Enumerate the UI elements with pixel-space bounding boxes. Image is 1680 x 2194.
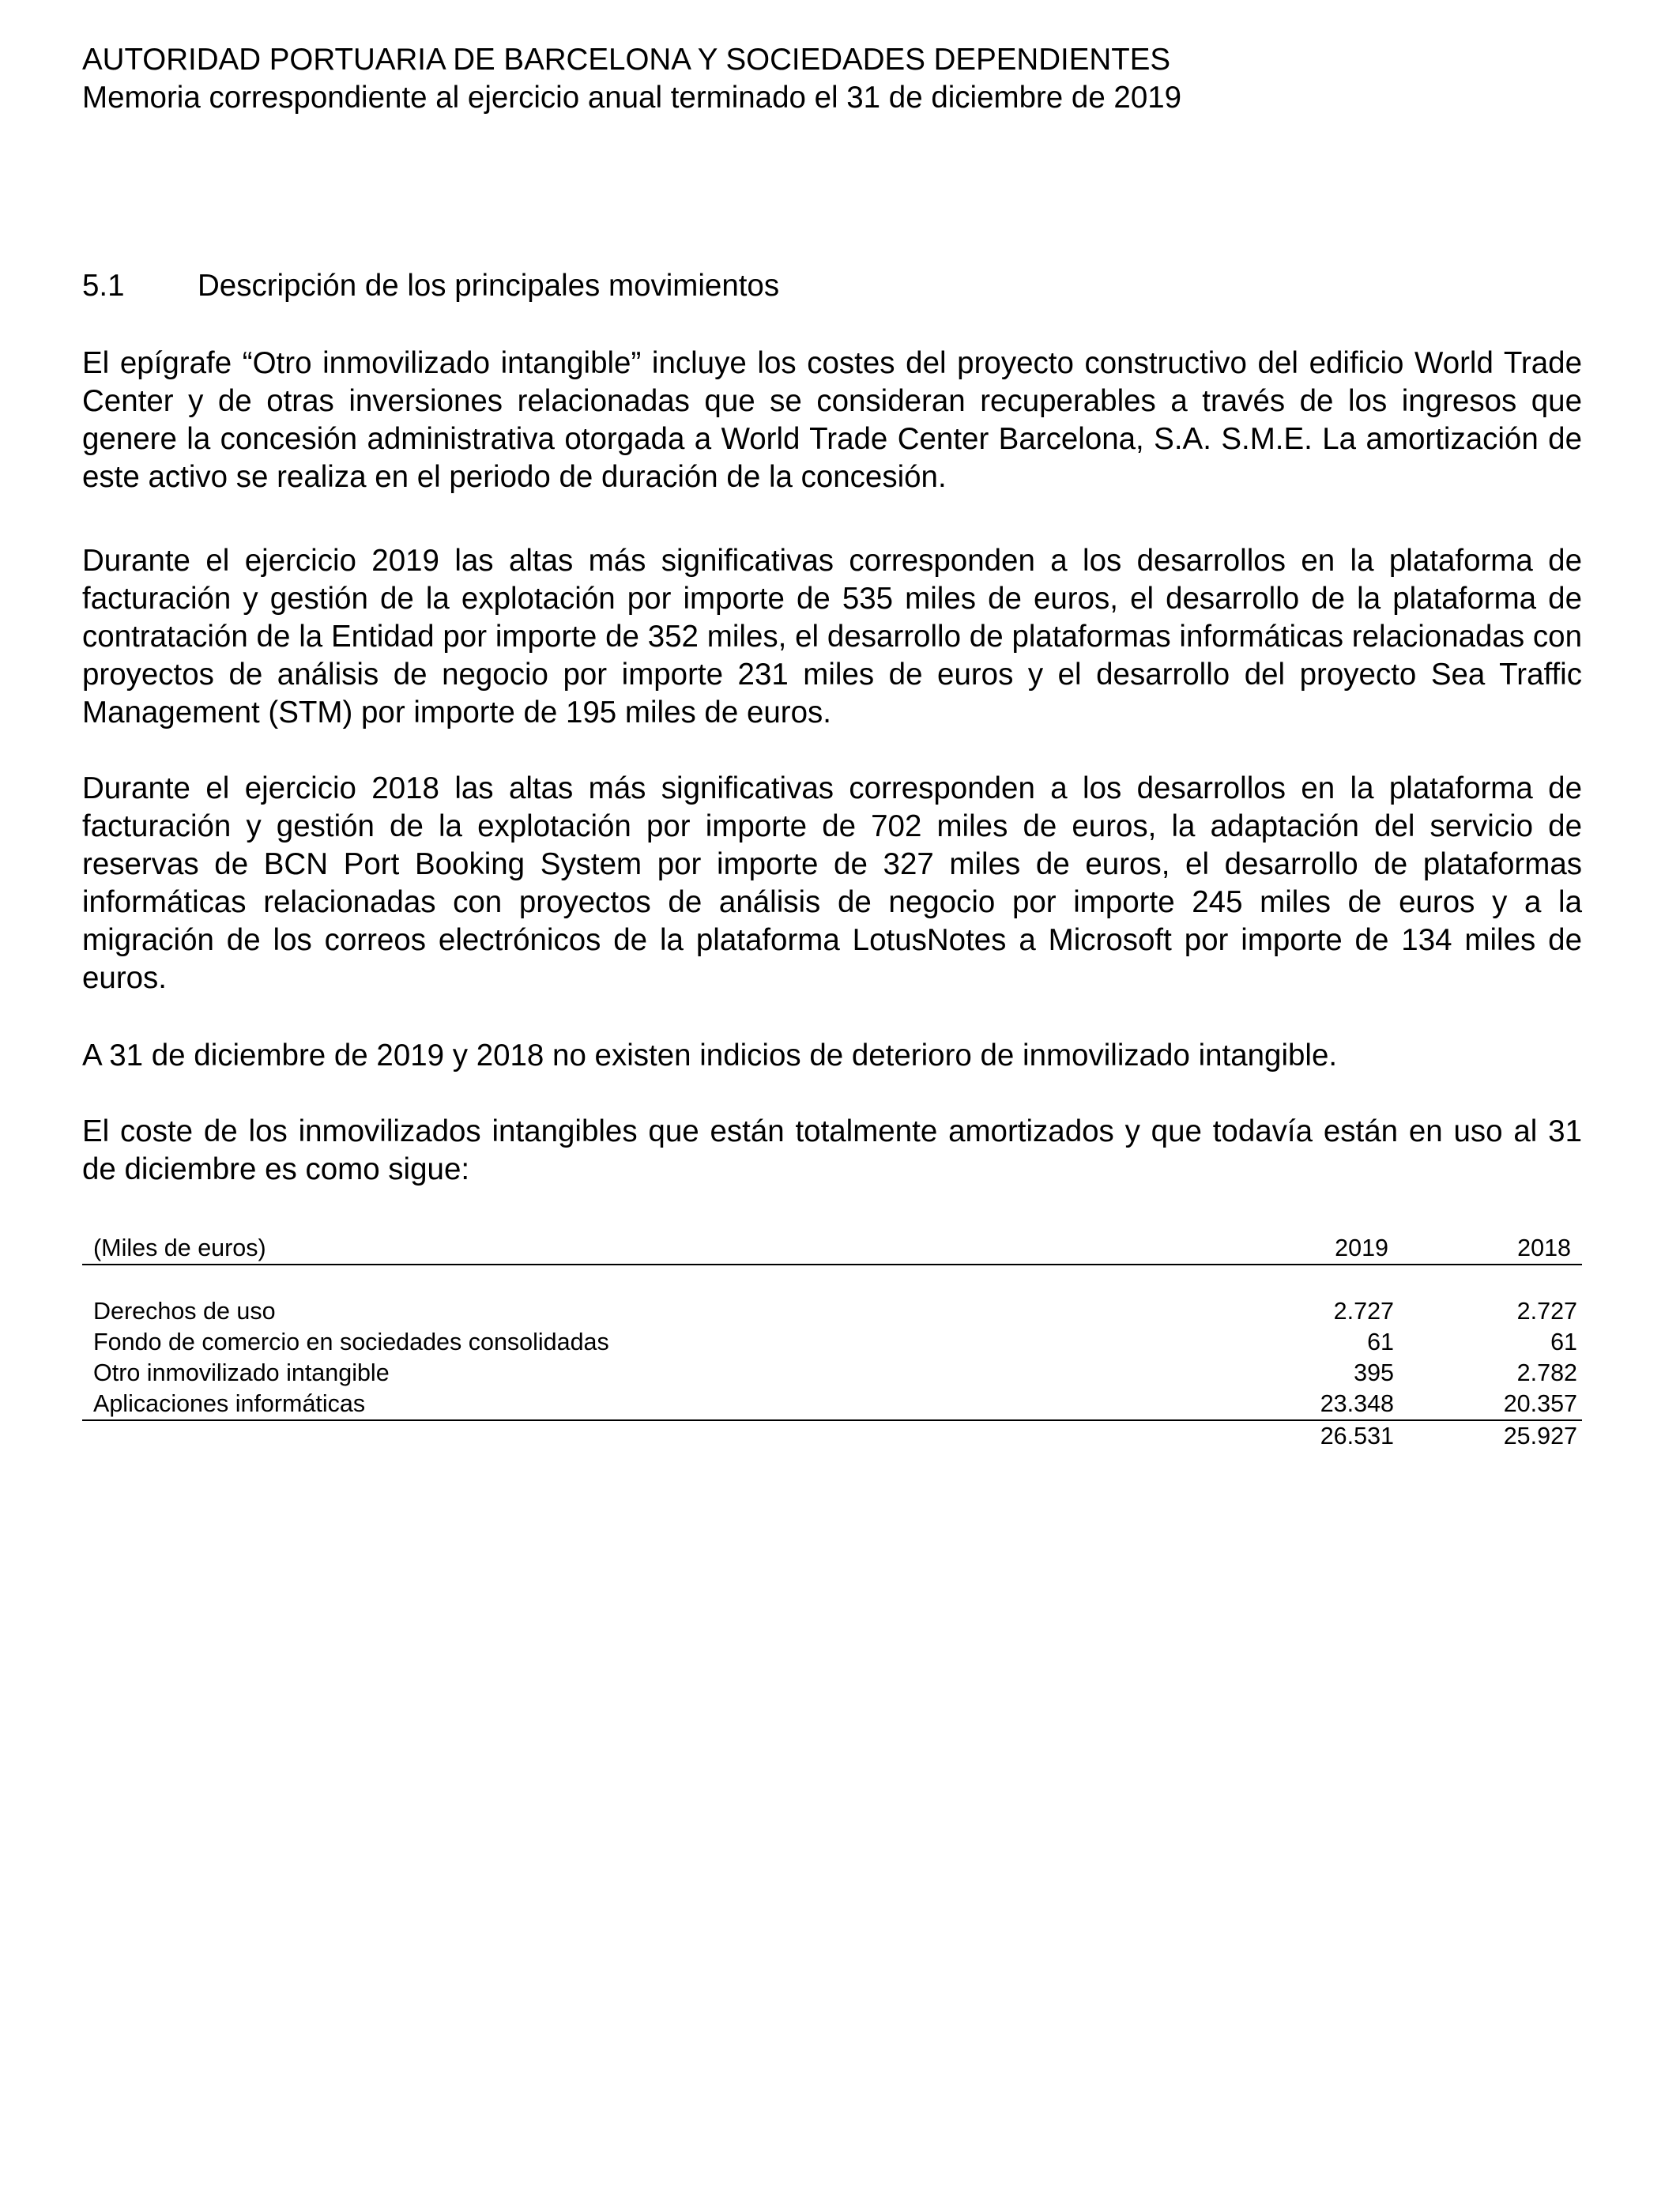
table-row: [82, 1389, 1582, 1421]
row-label: Aplicaciones informáticas: [93, 1390, 366, 1417]
section-title: Descripción de los principales movimientos: [198, 269, 780, 303]
row-label: Fondo de comercio en sociedades consolidadas: [93, 1329, 609, 1355]
row-value-2018: 61: [1550, 1329, 1577, 1355]
total-value-2018: 25.927: [1503, 1423, 1577, 1449]
document-page: [82, 0, 1582, 2194]
paragraph-altas-2018: Durante el ejercicio 2018 las altas más significativas corresponden a los desarrollos en la plataforma de facturación y gestión de la explotación por importe de 702 miles de euros, la adaptación del servicio de reservas de BCN Port Booking System por importe de 327 miles de euros, el desarrollo de plataformas informáticas relacionadas con proyectos de análisis de negocio por importe 245 miles de euros y a la migración de los correos electrónicos de la plataforma LotusNotes a Microsoft por importe de 134 miles de euros.: [82, 771, 1582, 995]
row-value-2018: 2.782: [1516, 1359, 1577, 1386]
table-total-row: [82, 1421, 1582, 1452]
table-col-2019: 2019: [1335, 1235, 1388, 1261]
row-value-2019: 61: [1367, 1329, 1394, 1355]
table-unit-label: (Miles de euros): [93, 1235, 266, 1261]
table-col-2018: 2018: [1517, 1235, 1571, 1261]
paragraph-deterioro: A 31 de diciembre de 2019 y 2018 no existen indicios de deterioro de inmovilizado intangible.: [82, 1039, 1338, 1072]
header-subtitle: Memoria correspondiente al ejercicio anual terminado el 31 de diciembre de 2019: [82, 81, 1182, 115]
amortized-intangibles-table: [82, 1233, 1582, 1452]
row-value-2018: 20.357: [1503, 1390, 1577, 1417]
section-number: 5.1: [82, 269, 125, 303]
row-label: Otro inmovilizado intangible: [93, 1359, 390, 1386]
section-heading: [82, 267, 779, 305]
table-row: [82, 1296, 1582, 1327]
paragraph-otro-inmovilizado: El epígrafe “Otro inmovilizado intangible” incluye los costes del proyecto constructivo del edificio World Trade Center y de otras inversiones relacionadas que se consideran recuperables a través de los ingresos que genere la concesión administrativa otorgada a World Trade Center Barcelona, S.A. S.M.E. La amortización de este activo se realiza en el periodo de duración de la concesión.: [82, 346, 1582, 494]
header-title: AUTORIDAD PORTUARIA DE BARCELONA Y SOCIEDADES DEPENDIENTES: [82, 43, 1171, 77]
row-value-2019: 23.348: [1320, 1390, 1394, 1417]
row-value-2019: 395: [1354, 1359, 1394, 1386]
row-label: Derechos de uso: [93, 1298, 276, 1325]
row-value-2018: 2.727: [1516, 1298, 1577, 1325]
table-row: [82, 1358, 1582, 1389]
row-value-2019: 2.727: [1333, 1298, 1394, 1325]
document-header: [82, 41, 1582, 117]
paragraph-altas-2019: Durante el ejercicio 2019 las altas más significativas corresponden a los desarrollos en la plataforma de facturación y gestión de la explotación por importe de 535 miles de euros, el desarrollo de la plataforma de contratación de la Entidad por importe de 352 miles, el desarrollo de plataformas informáticas relacionadas con proyectos de análisis de negocio por importe 231 miles de euros y el desarrollo del proyecto Sea Traffic Management (STM) por importe de 195 miles de euros.: [82, 544, 1582, 729]
table-row: [82, 1327, 1582, 1358]
table-spacer: [82, 1265, 1582, 1296]
paragraph-coste-amortizados: El coste de los inmovilizados intangibles que están totalmente amortizados y que todavía están en uso al 31 de diciembre es como sigue:: [82, 1114, 1582, 1186]
table-header-row: [82, 1233, 1582, 1265]
total-value-2019: 26.531: [1320, 1423, 1394, 1449]
